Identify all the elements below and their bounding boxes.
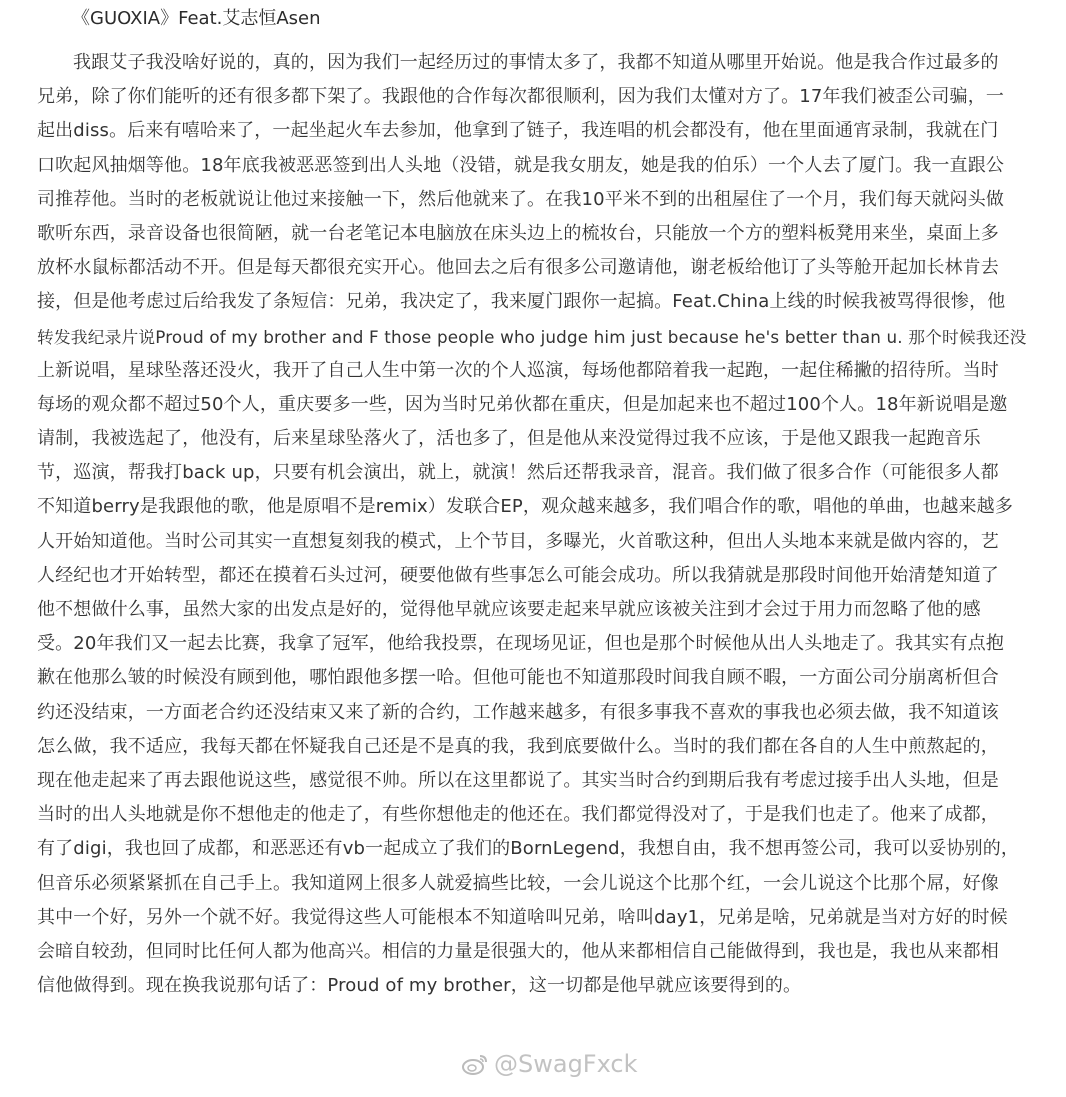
text-line: 但音乐必须紧紧抓在自己手上。我知道网上很多人就爱搞些比较，一会儿说这个比那个红，一会儿说这个比那个屌，好像: [37, 872, 999, 894]
text-line: 受。20年我们又一起去比赛，我拿了冠军，他给我投票，在现场见证，但也是那个时候他从出人头地走了。我其实有点抱: [37, 633, 1004, 655]
text-line: 会暗自较劲，但同时比任何人都为他高兴。相信的力量是很强大的，他从来都相信自己能做得到，我也是，我也从来都相: [37, 940, 999, 962]
text-line: 兄弟，除了你们能听的还有很多都下架了。我跟他的合作每次都很顺利，因为我们太懂对方了。17年我们被歪公司骗，一: [37, 86, 1004, 108]
text-line: 现在他走起来了再去跟他说这些，感觉很不帅。所以在这里都说了。其实当时合约到期后我有考虑过接手出人头地，但是: [37, 769, 999, 791]
text-line: 歌听东西，录音设备也很简陋，就一台老笔记本电脑放在床头边上的梳妆台，只能放一个方的塑料板凳用来坐，桌面上多: [37, 222, 999, 244]
text-line: 节，巡演，帮我打back up，只要有机会演出，就上，就演！然后还帮我录音，混音。我们做了很多合作（可能很多人都: [37, 462, 999, 484]
text-line: 起出diss。后来有嘻哈来了，一起坐起火车去参加，他拿到了链子，我连唱的机会都没有，他在里面通宵录制，我就在门: [37, 120, 999, 142]
text-line: 接，但是他考虑过后给我发了条短信：兄弟，我决定了，我来厦门跟你一起搞。Feat.China上线的时候我被骂得很惨，他: [37, 291, 1006, 313]
weibo-watermark: [462, 1050, 637, 1078]
text-line: 我跟艾子我没啥好说的，真的，因为我们一起经历过的事情太多了，我都不知道从哪里开始说。他是我合作过最多的: [73, 52, 999, 73]
text-line: 怎么做，我不适应，我每天都在怀疑我自己还是不是真的我，我到底要做什么。当时的我们都在各自的人生中煎熬起的，: [37, 735, 999, 757]
weibo-icon: [462, 1053, 488, 1075]
text-line: 其中一个好，另外一个就不好。我觉得这些人可能根本不知道啥叫兄弟，啥叫day1，兄弟是啥，兄弟就是当对方好的时候: [37, 906, 1008, 928]
text-line: 放杯水鼠标都活动不开。但是每天都很充实开心。他回去之后有很多公司邀请他，谢老板给他订了头等舱开起加长林肯去: [37, 257, 999, 279]
body-paragraph: [37, 46, 1037, 1003]
text-line: 每场的观众都不超过50个人，重庆要多一些，因为当时兄弟伙都在重庆，但是加起来也不超过100个人。18年新说唱是邀: [37, 393, 1008, 415]
text-line: 有了digi，我也回了成都，和恶恶还有vb一起成立了我们的BornLegend，我想自由，我不想再签公司，我可以妥协别的，: [37, 838, 1020, 860]
text-line: 转发我纪录片说Proud of my brother and F those people who judge him just because he's better than u. 那个时候我还没: [37, 326, 1027, 347]
text-line: 他不想做什么事，虽然大家的出发点是好的，觉得他早就应该要走起来早就应该被关注到才会过于用力而忽略了他的感: [37, 599, 981, 620]
text-line: 口吹起风抽烟等他。18年底我被恶恶签到出人头地（没错，就是我女朋友，她是我的伯乐）一个人去了厦门。我一直跟公: [37, 154, 1004, 176]
text-line: 上新说唱，星球坠落还没火，我开了自己人生中第一次的个人巡演，每场他都陪着我一起跑，一起住稀撇的招待所。当时: [37, 359, 999, 381]
text-line: 司推荐他。当时的老板就说让他过来接触一下，然后他就来了。在我10平米不到的出租屋住了一个月，我们每天就闷头做: [37, 188, 1004, 210]
text-line: 当时的出人头地就是你不想他走的他走了，有些你想他走的他还在。我们都觉得没对了，于是我们也走了。他来了成都，: [37, 804, 999, 826]
song-title: 《GUOXIA》Feat.艾志恒Asen: [72, 8, 321, 29]
text-line: 人经纪也才开始转型，都还在摸着石头过河，硬要他做有些事怎么可能会成功。所以我猜就是那段时间他开始清楚知道了: [37, 564, 999, 586]
text-line: 请制，我被选起了，他没有，后来星球坠落火了，活也多了，但是他从来没觉得过我不应该，于是他又跟我一起跑音乐: [37, 428, 981, 450]
text-line: 人开始知道他。当时公司其实一直想复刻我的模式，上个节目，多曝光，火首歌这种，但出人头地本来就是做内容的，艺: [37, 530, 999, 552]
text-line: 信他做得到。现在换我说那句话了：Proud of my brother，这一切都是他早就应该要得到的。: [37, 975, 802, 997]
text-line: 歉在他那么皱的时候没有顾到他，哪怕跟他多摆一哈。但他可能也不知道那段时间我自顾不暇，一方面公司分崩离析但合: [37, 667, 999, 689]
text-line: 不知道berry是我跟他的歌，他是原唱不是remix）发联合EP，观众越来越多，我们唱合作的歌，唱他的单曲，也越来越多: [37, 496, 1013, 518]
text-line: 约还没结束，一方面老合约还没结束又来了新的合约，工作越来越多，有很多事我不喜欢的事我也必须去做，我不知道该: [37, 701, 999, 723]
watermark-text: @SwagFxck: [494, 1050, 638, 1078]
